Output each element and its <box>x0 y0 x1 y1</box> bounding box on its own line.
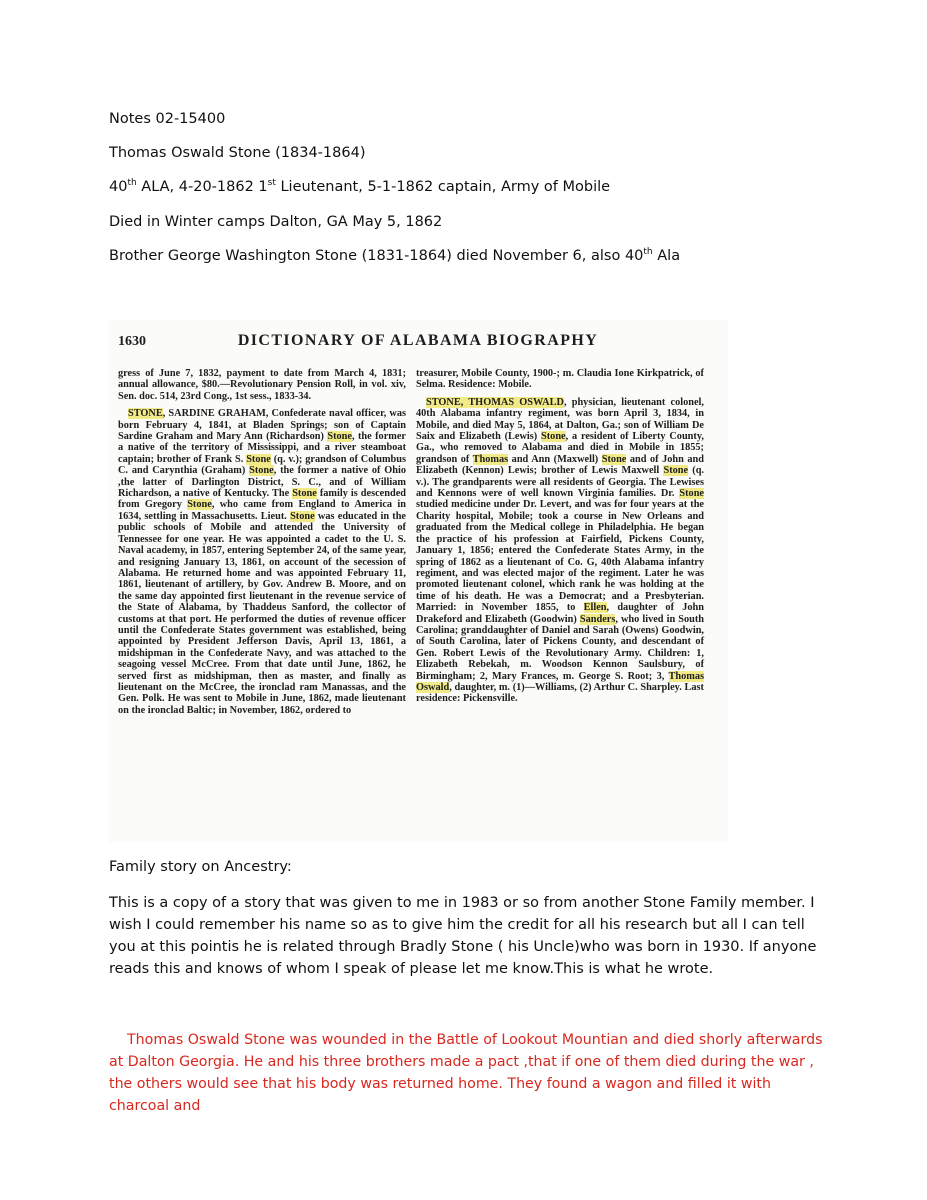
dictionary-scan <box>108 320 728 842</box>
text-run: , physician, lieutenant colonel, 40th Alabama infantry regiment, was born April 3, 1834, in Mobile, and died May 5, 1864, at Dalton, Ga.; son of William De Saix and Elizabeth (Lewis) <box>416 396 704 443</box>
text-run: was educated in the public schools of Mobile and attended the University of Tennessee for one year. He was appointed a cadet to the U. S. Naval academy, in 1857, entering September 24, of the same year, and resigning January 13, 1861, on account of the secession of Alabama. He returned home and was appointed February 11, 1861, lieutenant of artillery, by Gov. Andrew B. Moore, and on the same day appointed first lieutenant in the revenue service of the State of Alabama, by Thaddeus Sanford, the collector of customs at that port. He performed the duties of revenue officer until the Confederate States government was established, being appointed by President Jefferson Davis, April 13, 1861, a midshipman in the Confederate Navy, and was attached to the seagoing vessel McCree. From that date until June, 1862, he served first as midshipman, then as master, and finally as lieutenant on the McCree, the ironclad ram Manassas, and the Gen. Polk. He was sent to Mobile in June, 1862, made lieutenant on the ironclad Baltic; in November, 1862, ordered to <box>118 510 407 716</box>
hl-ellen: Ellen <box>583 602 607 614</box>
hl-sanders: Sanders <box>579 613 616 625</box>
right-para-1: treasurer, Mobile County, 1900-; m. Claudia Ione Kirkpatrick, of Selma. Residence: Mobile. <box>416 368 704 391</box>
hl-name: STONE <box>128 408 163 420</box>
service-a: 40 <box>109 179 128 195</box>
brother-sup: th <box>643 247 653 258</box>
hl-stone: Stone <box>249 465 274 477</box>
subject-name: Thomas Oswald Stone (1834-1864) <box>109 145 366 161</box>
brother-a: Brother George Washington Stone (1831-1864) died November 6, also 40 <box>109 248 644 264</box>
text-run: , SARDINE GRAHAM, Confederate naval officer, was born February 4, 1841, at Bladen Springs; son of Captain Sardine Graham and Mary Ann (Richardson) <box>118 408 406 443</box>
text-run: , who came from England to America in 1634, settling in Massachusetts. Lieut. <box>118 499 406 522</box>
text-run: studied medicine under Dr. Levert, and was for four years at the Charity hospital, Mobile; took a course in New Orleans and graduated from the Medical college in Philadelphia. He began the practice of his profession at Fairfield, Pickens County, January 1, 1856; entered the Confederate States Army, in the spring of 1862 as a lieutenant of Co. G, 40th Alabama infantry regiment, and was elected major of the regiment. Later he was promoted lieutenant colonel, which rank he was holding at the time of his death. He was a Democrat; and a Presbyterian. Married: in November 1855, to <box>416 499 704 614</box>
scan-right-column <box>416 368 704 711</box>
hl-stone: Stone <box>292 488 317 500</box>
left-para-1: gress of June 7, 1832, payment to date from March 4, 1831; annual allowance, $80.—Revolutionary Pension Roll, in vol. xiv, Sen. doc. 514, 23rd Cong., 1st sess., 1833-34. <box>118 368 406 402</box>
text-run: , daughter, m. (1)—Williams, (2) Arthur C. Sharpley. Last residence: Pickensville. <box>416 681 704 705</box>
hl-name: STONE, THOMAS OSWALD <box>426 396 564 408</box>
red-story-paragraph: Thomas Oswald Stone was wounded in the Battle of Lookout Mountian and died shorly afterwards at Dalton Georgia. He and his three brothers made a pact ,that if one of them died during the war , the others would see that his body was returned home. They found a wagon and filled it with charcoal and <box>109 1032 823 1114</box>
scan-title: DICTIONARY OF ALABAMA BIOGRAPHY <box>237 332 599 349</box>
hl-stone: Stone <box>290 510 315 522</box>
story-paragraph: This is a copy of a story that was given to me in 1983 or so from another Stone Family member. I wish I could remember his name so as to give him the credit for all his research but all I can tell you at this pointis he is related through Bradly Stone ( his Uncle)who was born in 1930. If anyone reads this and knows of whom I speak of please let me know.This is what he wrote. <box>109 895 817 977</box>
service-sup2: st <box>267 178 276 189</box>
death-line: Died in Winter camps Dalton, GA May 5, 1862 <box>109 214 443 230</box>
hl-thomas: Thomas <box>472 453 509 465</box>
text-run: , the former a native of the territory of Mississippi, and a river steamboat captain; brother of Frank S. <box>118 431 406 465</box>
text-run: family is descended from Gregory <box>118 488 406 511</box>
hl-stone: Stone <box>246 453 271 465</box>
hl-stone: Stone <box>541 431 566 443</box>
hl-stone: Stone <box>601 453 627 465</box>
text-run: , who lived in South Carolina; granddaughter of Daniel and Sarah (Owens) Goodwin, of South Carolina, later of Pickens County, and descendant of Gen. Robert Lewis of the Revolutionary Army. Children: 1, Elizabeth Rebekah, m. Woodson Kennon Saulsbury, of Birmingham; 2, Mary Frances, m. George S. Root; 3, <box>416 613 704 682</box>
text-run: , daughter of John Drakeford and Elizabeth (Goodwin) <box>416 602 704 625</box>
brother-line <box>109 247 680 265</box>
hl-stone: Stone <box>663 465 689 477</box>
text-run: , the former a native of Ohio ,the latter of Darlington District, S. C., and of William Richardson, a native of Kentucky. The <box>118 465 406 500</box>
service-sup1: th <box>127 178 137 189</box>
scan-page-number: 1630 <box>118 334 146 349</box>
service-c: Lieutenant, 5-1-1862 captain, Army of Mobile <box>275 179 611 195</box>
service-line <box>109 178 610 196</box>
text-run: (q. v.). The grandparents were all residents of Georgia. The Lewises and Kennons were of well known Virginia families. Dr. <box>416 465 704 500</box>
scan-header <box>118 332 718 356</box>
text-run: , a resident of Liberty County, Ga., who removed to Alabama and died in Mobile in 1855; grandson of <box>416 431 704 465</box>
scan-left-column <box>118 368 406 722</box>
left-para-stone-sardine <box>118 408 406 716</box>
service-b: ALA, 4-20-1862 1 <box>136 179 268 195</box>
hl-stone: Stone <box>327 431 352 443</box>
hl-thomas-oswald: Thomas Oswald <box>416 670 704 693</box>
text-run: (q. v.); grandson of Columbus C. and Carynthia (Graham) <box>118 453 406 477</box>
family-story-label: Family story on Ancestry: <box>109 859 292 875</box>
right-para-stone-thomas <box>416 397 704 705</box>
text-run: and Ann (Maxwell) <box>508 453 602 465</box>
hl-stone: Stone <box>679 488 704 500</box>
brother-b: Ala <box>652 248 681 264</box>
notes-id: Notes 02-15400 <box>109 111 226 127</box>
hl-stone: Stone <box>187 499 212 511</box>
text-run: and of John and Elizabeth (Kennon) Lewis; brother of Lewis Maxwell <box>416 453 705 477</box>
